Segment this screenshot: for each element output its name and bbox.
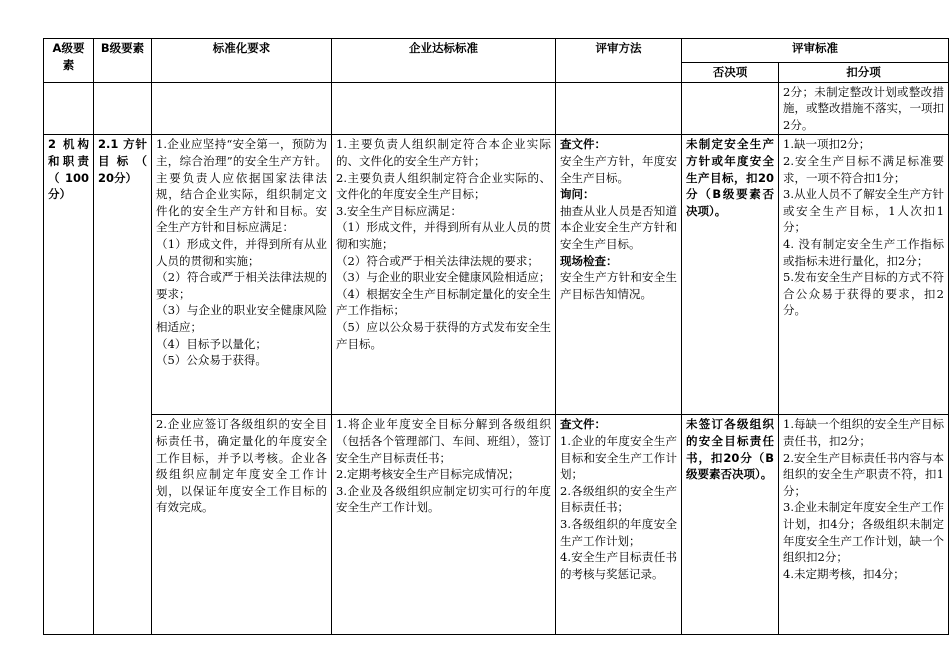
deduct-line: 4.未定期考核，扣4分； (783, 566, 905, 581)
method-text: 抽查从业人员是否知道本企业安全生产方针和安全生产目标。 (560, 203, 677, 251)
method-text: 安全生产方针和安全生产目标告知情况。 (560, 270, 677, 301)
header-b-element: B级要素 (94, 39, 152, 83)
requirement-line: （2）符合或严于相关法律法规的要求； (156, 270, 327, 301)
standard-cell (332, 415, 556, 635)
method-label: 查文件： (560, 417, 606, 432)
standard-line: （2）符合或严于相关法律法规的要求； (336, 253, 539, 268)
header-requirement: 标准化要求 (152, 39, 332, 83)
method-text: 4.安全生产目标责任书的考核与奖惩记录。 (560, 550, 677, 581)
standard-line: 3.企业及各级组织应制定切实可行的年度安全生产工作计划。 (336, 483, 551, 515)
cell-empty (152, 82, 332, 135)
table-row (44, 135, 949, 415)
evaluation-table (43, 38, 949, 635)
standard-line: 2.定期考核安全生产目标完成情况； (336, 467, 520, 482)
veto-cell: 未签订各级组织的安全目标责任书，扣20分（B级要素否决项）。 (682, 415, 779, 635)
requirement-cell (152, 135, 332, 415)
a-element-cell: 2 机构和职责（100分） (44, 135, 94, 635)
cell-empty (44, 82, 94, 135)
standard-line: 2.主要负责人组织制定符合企业实际的、文件化的年度安全生产目标； (336, 170, 551, 202)
deduct-line: 3.从业人员不了解安全生产方针或安全生产目标，1人次扣1分； (783, 187, 944, 235)
method-cell (556, 415, 682, 635)
requirement-line: （4）目标予以量化； (156, 336, 267, 351)
header-veto: 否决项 (682, 63, 779, 83)
table-row (44, 82, 949, 135)
standard-line: （3）与企业的职业安全健康风险相适应； (336, 270, 551, 285)
method-text: 3.各级组织的年度安全生产工作计划； (560, 516, 677, 548)
cell-empty (94, 82, 152, 135)
table-row (44, 415, 949, 635)
deduct-line: 5.发布安全生产目标的方式不符合公众易于获得的要求，扣2分。 (783, 270, 944, 318)
method-label: 查文件： (560, 137, 606, 152)
deduct-cell (779, 415, 949, 635)
b-element-cell: 2.1 方针目标（ 20分） (94, 135, 152, 635)
standard-line: （5）应以公众易于获得的方式发布安全生产目标。 (336, 319, 551, 351)
header-method: 评审方法 (556, 39, 682, 83)
method-label: 现场检查： (560, 253, 618, 268)
deduct-line: 2.安全生产目标不满足标准要求，一项不符合扣1分； (783, 153, 944, 185)
deduct-cell (779, 135, 949, 415)
deduct-line: 1.缺一项扣2分； (783, 137, 871, 152)
method-label: 询问： (560, 187, 595, 202)
standard-line: 1.将企业年度安全目标分解到各级组织（包括各个管理部门、车间、班组），签订安全生产目标责任书； (336, 417, 551, 465)
method-cell (556, 135, 682, 415)
cell-empty (332, 82, 556, 135)
standard-line: 1.主要负责人组织制定符合本企业实际的、文件化的安全生产方针； (336, 137, 551, 168)
deduct-cell: 2分；未制定整改计划或整改措施，或整改措施不落实，一项扣2分。 (779, 82, 949, 135)
cell-empty (682, 82, 779, 135)
deduct-line: 3.企业未制定年度安全生产工作计划，扣4分；各级组织未制定年度安全生产工作计划，缺一个组织扣2分； (783, 500, 944, 565)
deduct-line: 2.安全生产目标责任书内容与本组织的安全生产职责不符，扣1分； (783, 450, 944, 498)
standard-line: 3.安全生产目标应满足： (336, 203, 462, 218)
requirement-line: （3）与企业的职业安全健康风险相适应； (156, 303, 327, 334)
header-criteria: 评审标准 (682, 39, 949, 63)
header-deduct: 扣分项 (779, 63, 949, 83)
method-text: 安全生产方针，年度安全生产目标。 (560, 153, 677, 185)
cell-empty (556, 82, 682, 135)
requirement-line: （5）公众易于获得。 (156, 353, 267, 368)
deduct-line: 4. 没有制定安全生产工作指标或指标未进行量化，扣2分； (783, 236, 944, 268)
veto-cell: 未制定安全生产方针或年度安全生产目标，扣20分（B级要素否决项）。 (682, 135, 779, 415)
header-a-element: A级要素 (44, 39, 94, 83)
requirement-line: （1）形成文件，并得到所有从业人员的贯彻和实施； (156, 236, 327, 268)
standard-line: （1）形成文件，并得到所有从业人员的贯彻和实施； (336, 220, 551, 251)
deduct-line: 1.每缺一个组织的安全生产目标责任书，扣2分； (783, 417, 944, 448)
method-text: 2.各级组织的安全生产目标责任书； (560, 483, 677, 515)
standard-cell (332, 135, 556, 415)
requirement-line: 1.企业应坚持“安全第一，预防为主，综合治理”的安全生产方针。主要负责人应依据国家法律法规，结合企业实际，组织制定文件化的安全生产方针和目标。安全生产方针和目标应满足： (156, 137, 327, 235)
header-standard: 企业达标标准 (332, 39, 556, 83)
requirement-cell: 2.企业应签订各级组织的安全目标责任书，确定量化的年度安全工作目标，并予以考核。企业各级组织应制定年度安全工作计划，以保证年度安全工作目标的有效完成。 (152, 415, 332, 635)
method-text: 1.企业的年度安全生产目标和安全生产工作计划； (560, 433, 677, 482)
standard-line: （4）根据安全生产目标制定量化的安全生产工作指标； (336, 286, 551, 318)
